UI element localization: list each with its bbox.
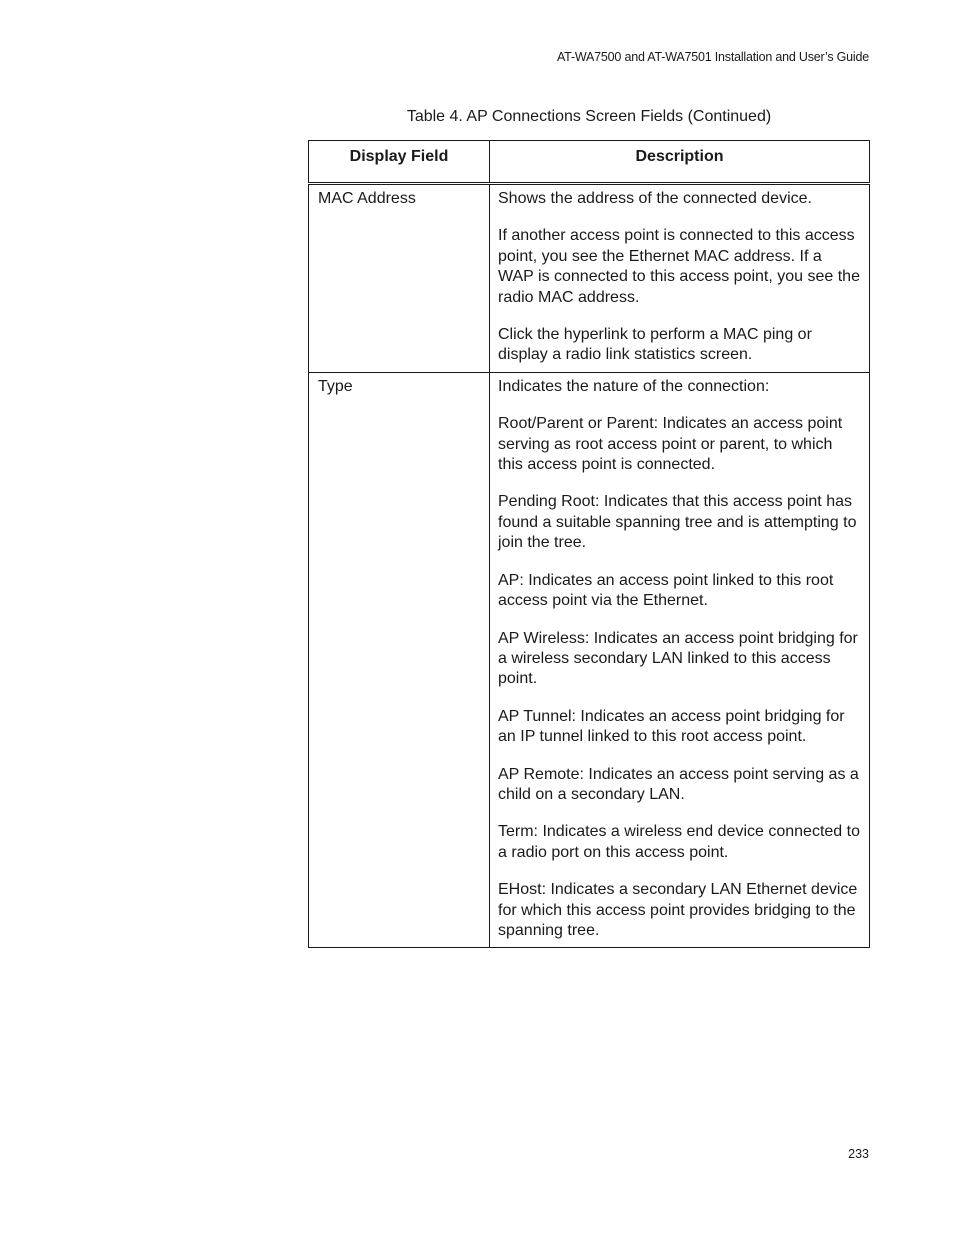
description-paragraph: Shows the address of the connected device. (498, 190, 812, 207)
table-row (309, 372, 870, 948)
description-paragraph: AP Remote: Indicates an access point serving as a child on a secondary LAN. (498, 765, 859, 803)
description-paragraph: Indicates the nature of the connection: (498, 377, 770, 395)
field-name-cell: Type (309, 372, 490, 948)
column-header-display-field: Display Field (309, 141, 490, 184)
column-header-description: Description (490, 141, 870, 184)
fields-table (308, 140, 870, 948)
description-paragraph: If another access point is connected to this access point, you see the Ethernet MAC address. If a WAP is connected to this access point, you see the radio MAC address. (498, 227, 860, 306)
description-paragraph: Click the hyperlink to perform a MAC ping or display a radio link statistics screen. (498, 326, 812, 364)
page-number: 233 (848, 1147, 869, 1161)
description-paragraph: AP Tunnel: Indicates an access point bridging for an IP tunnel linked to this root access point. (498, 707, 845, 746)
running-header: AT-WA7500 and AT-WA7501 Installation and User’s Guide (556, 50, 869, 64)
description-paragraph: Term: Indicates a wireless end device connected to a radio port on this access point. (498, 823, 860, 861)
table-row (309, 184, 870, 373)
description-paragraph: AP Wireless: Indicates an access point bridging for a wireless secondary LAN linked to this access point. (498, 629, 858, 688)
description-paragraph: EHost: Indicates a secondary LAN Ethernet device for which this access point provides bridging to the spanning tree. (498, 881, 858, 939)
table-caption: Table 4. AP Connections Screen Fields (Continued) (406, 108, 772, 125)
description-paragraph: Pending Root: Indicates that this access point has found a suitable spanning tree and is attempting to join the tree. (498, 493, 857, 552)
field-name-cell: MAC Address (309, 184, 490, 373)
table-header-row (309, 141, 870, 184)
description-paragraph: Root/Parent or Parent: Indicates an access point serving as root access point or parent, to which this access point is connected. (498, 415, 843, 474)
description-cell (490, 372, 870, 948)
description-cell (490, 184, 870, 373)
description-paragraph: AP: Indicates an access point linked to this root access point via the Ethernet. (498, 571, 834, 610)
